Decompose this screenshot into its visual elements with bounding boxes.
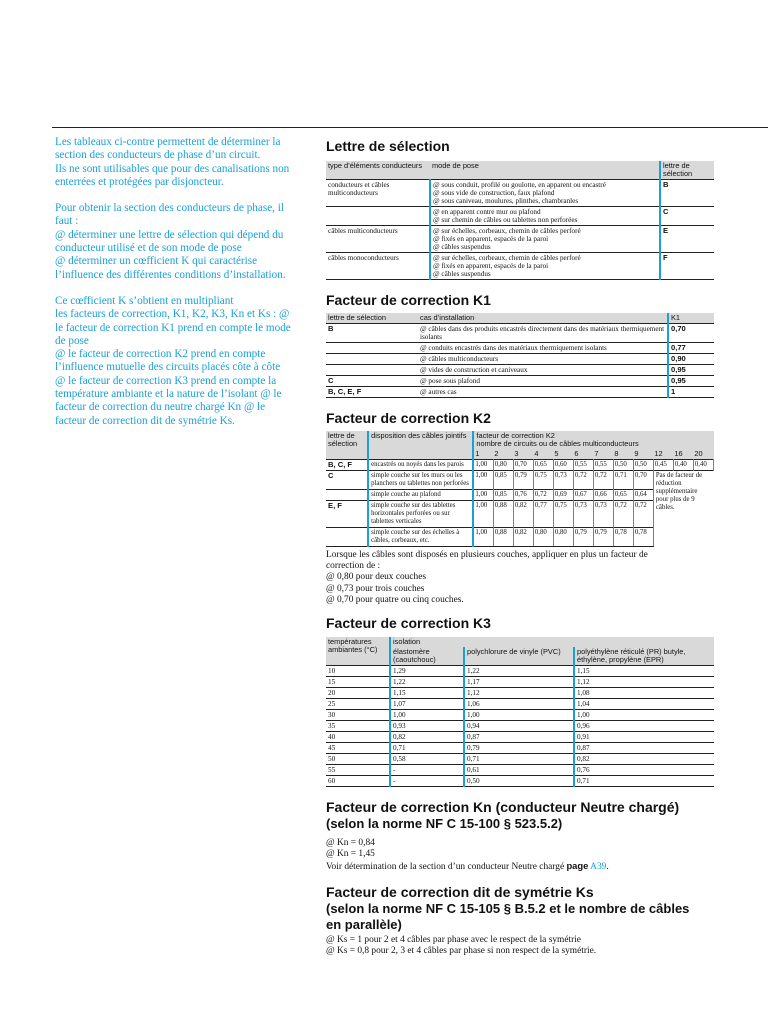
table-row: B, C, F encastrés ou noyés dans les parois 1,00 0,80 0,70 0,65 0,60 0,55 0,55 0,50 0,50 0,45 0,40 0,40 (326, 460, 714, 471)
top-rule (52, 127, 768, 128)
table-row: 15 1,22 1,17 1,12 (326, 677, 714, 688)
k2-layers-note: Lorsque les câbles sont disposés en plusieurs couches, appliquer en plus un facteur de correction de : @ 0,80 pour deux couches @ 0,73 pour trois couches @ 0,70 pour quatre ou cinq couches. (326, 550, 648, 605)
table-row: câbles monoconducteurs @ sur échelles, corbeaux, chemin de câbles perforé @ fixés en apparent, espacés de la paroi @ câbles suspendus F (326, 253, 714, 280)
intro-paragraph-1: Les tableaux ci-contre permettent de déterminer la section des conducteurs de phase d’un circuit. Ils ne sont utilisables que pour des canalisations non enterrées et protégées par disjoncteur. (55, 136, 290, 188)
table-row: conducteurs et câbles multiconducteurs @ sous conduit, profilé ou goulotte, en apparent ou encastré @ sous vide de construction, faux plafond @ sous caniveau, moulures, plinthes, chambranles B (326, 180, 714, 207)
table-row: 55 - 0,61 0,76 (326, 765, 714, 776)
intro-paragraph-3: Ce cœfficient K s’obtient en multipliant les facteurs de correction, K1, K2, K3, Kn et Ks : @ le facteur de correction K1 prend en compte le mode de pose @ le facteur de correction K2 prend en compte l’influence mutuelle des circuits placés côte à côte @ le facteur de correction K3 prend en compte la température ambiante et la nature de l’isolant @ le facteur de correction du neutre chargé Kn @ le facteur de correction dit de symétrie Ks. (55, 294, 291, 427)
tables-column (326, 138, 716, 957)
kn-voir: Voir détermination de la section d’un conducteur Neutre chargé page A39. (326, 860, 609, 873)
k1-title: Facteur de correction K1 (326, 292, 491, 308)
table-row: 40 0,82 0,87 0,91 (326, 732, 714, 743)
table-row: câbles multiconducteurs @ sur échelles, corbeaux, chemin de câbles perforé @ fixés en apparent, espacés de la paroi @ câbles suspendus E (326, 226, 714, 253)
table-row: 10 1,29 1,22 1,15 (326, 666, 714, 677)
k2-table: lettre de sélection disposition des câbles jointifs facteur de correction K2 nombre de circuits ou de câbles multiconducteurs 1 2 3 4 5 6 7 8 9 12 16 20 B, C, F encastrés ou noyés dans les parois 1,00 0,80 0,70 0,65 0,60 0,55 0,55 0,50 0,50 0,45 0,40 0,40 C simple couche sur les murs ou les planchers ou tablettes non perforées 1,00 0,85 0,79 0,75 0,73 0,72 0,72 0,71 0,70 Pas de facteur de réduction supplémentaire pour plus de 9 câbles. simple couche au plafond 1,00 0,85 0,76 0,72 0,69 0,67 0,66 0,65 0,64 E, F simple couche sur des tablettes horizontales perforées ou sur tablettes verticales 1,00 0,88 0,82 0,77 0,75 0,73 0,73 0,72 0,72 simple couche sur des échelles à câbles, corbeaux, etc. 1,00 0,88 0,82 0,80 0,80 0,79 0,79 0,78 0,78 (326, 431, 714, 547)
table-row: simple couche sur des échelles à câbles, corbeaux, etc. 1,00 0,88 0,82 0,80 0,80 0,79 0,79 0,78 0,78 (326, 528, 714, 547)
kn-section: Facteur de correction Kn (conducteur Neutre chargé) (selon la norme NF C 15-100 § 523.5.2) @ Kn = 0,84 @ Kn = 1,45 Voir détermination de la section d’un conducteur Neutre chargé page A39. (326, 799, 716, 874)
table-row: C simple couche sur les murs ou les planchers ou tablettes non perforées 1,00 0,85 0,79 0,75 0,73 0,72 0,72 0,71 0,70 Pas de facteur de réduction supplémentaire pour plus de 9 câbles. (326, 471, 714, 490)
table-row: @ vides de construction et caniveaux 0,95 (326, 365, 714, 376)
kn-subtitle: (selon la norme NF C 15-100 § 523.5.2) (326, 816, 563, 832)
k1-table: lettre de sélection cas d’installation K1 B @ câbles dans des produits encastrés directement dans des matériaux thermiquement isolants 0,70 @ conduits encastrés dans des matériaux thermiquement isolants 0,77 @ câbles multiconducteurs 0,90 @ vides de construction et caniveaux 0,95 C @ pose sous plafond 0,95 B, C, E, F @ autres cas 1 (326, 313, 714, 398)
page-link[interactable]: A39 (590, 862, 607, 873)
intro-text (55, 136, 305, 441)
table-row: 20 1,15 1,12 1,08 (326, 688, 714, 699)
table-row: 50 0,58 0,71 0,82 (326, 754, 714, 765)
k3-table: températures ambiantes (°C) isolation élastomère (caoutchouc) polychlorure de vinyle (PVC) polyéthylène réticulé (PR) butyle, éthylène, propylène (EPR) 10 1,29 1,22 1,15 15 1,22 1,17 1,12 20 1,15 1,12 1,08 25 1,07 1,06 1,04 30 1,00 1,00 1,00 35 0,93 0,94 0,96 40 0,82 0,87 0,91 45 0,71 0,79 0,87 50 0,58 0,71 0,82 55 - 0,61 0,76 60 - 0,50 0,71 (326, 637, 714, 787)
table-row: E, F simple couche sur des tablettes horizontales perforées ou sur tablettes verticales 1,00 0,88 0,82 0,77 0,75 0,73 0,73 0,72 0,72 (326, 501, 714, 528)
table-row: @ câbles multiconducteurs 0,90 (326, 354, 714, 365)
lettre-title: Lettre de sélection (326, 138, 450, 154)
table-row: 45 0,71 0,79 0,87 (326, 743, 714, 754)
table-row: @ en apparent contre mur ou plafond @ sur chemin de câbles ou tablettes non perforées C (326, 207, 714, 226)
lettre-table: type d’éléments conducteurs mode de pose lettre de sélection conducteurs et câbles multiconducteurs @ sous conduit, profilé ou goulotte, en apparent ou encastré @ sous vide de construction, faux plafond @ sous caniveau, moulures, plinthes, chambranles B @ en apparent contre mur ou plafond @ sur chemin de câbles ou tablettes non perforées C câbles multiconducteurs @ sur échelles, corbeaux, chemin de câbles perforé @ fixés en apparent, espacés de la paroi @ câbles suspendus E câbles monoconducteurs @ sur échelles, corbeaux, chemin de câbles perforé @ fixés en apparent, espacés de la paroi @ câbles suspendus F (326, 161, 714, 280)
table-row: B, C, E, F @ autres cas 1 (326, 387, 714, 398)
table-row: @ conduits encastrés dans des matériaux thermiquement isolants 0,77 (326, 343, 714, 354)
ks-title: Facteur de correction dit de symétrie Ks (326, 883, 594, 900)
k2-title: Facteur de correction K2 (326, 410, 491, 426)
table-row: 35 0,93 0,94 0,96 (326, 721, 714, 732)
table-row: 30 1,00 1,00 1,00 (326, 710, 714, 721)
table-row: 60 - 0,50 0,71 (326, 776, 714, 787)
table-row: B @ câbles dans des produits encastrés directement dans des matériaux thermiquement isolants 0,70 (326, 324, 714, 343)
table-row: simple couche au plafond 1,00 0,85 0,76 0,72 0,69 0,67 0,66 0,65 0,64 (326, 490, 714, 501)
ks-subtitle: (selon la norme NF C 15-105 § B.5.2 et le nombre de câbles en parallèle) (326, 900, 690, 932)
k3-title: Facteur de correction K3 (326, 615, 491, 632)
ks-section: Facteur de correction dit de symétrie Ks (selon la norme NF C 15-105 § B.5.2 et le nombre de câbles en parallèle) @ Ks = 1 pour 2 et 4 câbles par phase avec le respect de la symétrie @ Ks = 0,8 pour 2, 3 et 4 câbles par phase si non respect de la symétrie. (326, 884, 716, 957)
table-row: C @ pose sous plafond 0,95 (326, 376, 714, 387)
intro-paragraph-2: Pour obtenir la section des conducteurs de phase, il faut : @ déterminer une lettre de sélection qui dépend du conducteur utilisé et de son mode de pose @ déterminer un cœfficient K qui caractérise l’influence des différentes conditions d’installation. (55, 202, 286, 281)
kn-title: Facteur de correction Kn (conducteur Neutre chargé) (326, 799, 680, 816)
table-row: 25 1,07 1,06 1,04 (326, 699, 714, 710)
